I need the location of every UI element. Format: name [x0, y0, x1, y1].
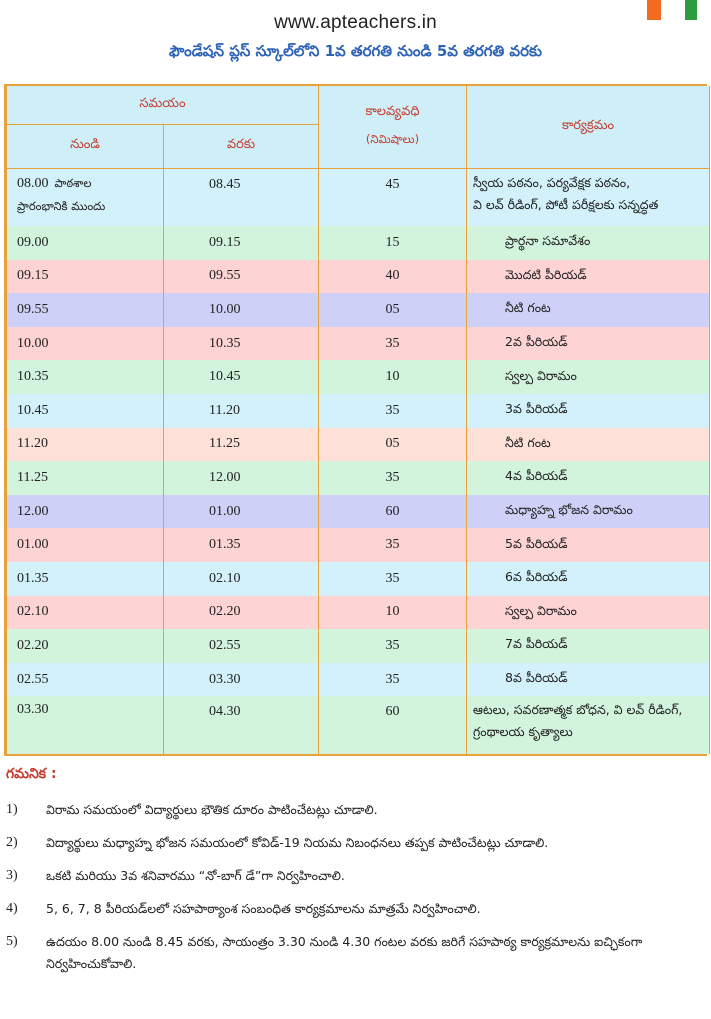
cell-duration: 35	[319, 528, 467, 562]
note-text: విద్యార్థులు మధ్యాహ్న భోజన సమయంలో కోవిడ్-19 నియమ నిబంధనలు తప్పక పాటించేటట్లు చూడాలి.	[46, 835, 549, 850]
table-row	[7, 562, 710, 596]
cell-from-line	[17, 172, 163, 195]
table-row	[7, 663, 710, 697]
cell-activity	[467, 168, 710, 226]
cell-duration: 15	[319, 226, 467, 260]
cell-from: 11.25	[7, 461, 164, 495]
cell-activity: 6వ పీరియడ్	[467, 562, 710, 596]
cell-to: 01.35	[164, 528, 319, 562]
cell-from: 02.55	[7, 663, 164, 697]
cell-duration: 05	[319, 428, 467, 462]
note-number: 3)	[6, 868, 18, 883]
cell-from: 10.00	[7, 327, 164, 361]
page-title: ఫౌండేషన్ ప్లస్ స్కూల్‌లోని 1వ తరగతి నుండి 5వ తరగతి వరకు	[169, 42, 542, 60]
cell-activity: మధ్యాహ్న భోజన విరామం	[467, 495, 710, 529]
cell-from: 03.30	[7, 696, 164, 754]
cell-activity: 5వ పీరియడ్	[467, 528, 710, 562]
cell-activity-line-2: వి లవ్ రీడింగ్, పోటీ పరీక్షలకు సన్నద్ధత	[473, 196, 659, 212]
note-text: ఉదయం 8.00 నుండి 8.45 వరకు, సాయంత్రం 3.30 నుండి 4.30 గంటల వరకు జరిగే సహపాఠ్య కార్యక్రమాలను ఐచ్ఛికంగా నిర్వహించుకోవాలి.	[46, 934, 643, 971]
cell-to: 02.55	[164, 629, 319, 663]
note-item	[6, 832, 706, 854]
header-activity: కార్యక్రమం	[467, 86, 710, 168]
cell-from-time: 08.00	[17, 175, 49, 191]
cell-to: 10.35	[164, 327, 319, 361]
cell-duration: 10	[319, 596, 467, 630]
note-text: విరామ సమయంలో విద్యార్థులు భౌతిక దూరం పాటించేటట్లు చూడాలి.	[46, 802, 378, 817]
cell-duration: 35	[319, 562, 467, 596]
cell-to: 09.55	[164, 260, 319, 294]
header-time: సమయం	[7, 86, 319, 124]
cell-duration: 35	[319, 394, 467, 428]
cell-activity: 7వ పీరియడ్	[467, 629, 710, 663]
cell-to: 10.00	[164, 293, 319, 327]
cell-from: 10.45	[7, 394, 164, 428]
note-item	[6, 799, 706, 821]
cell-activity: మొదటి పీరియడ్	[467, 260, 710, 294]
cell-from: 02.20	[7, 629, 164, 663]
table-row	[7, 596, 710, 630]
cell-duration: 60	[319, 696, 467, 754]
cell-to: 08.45	[164, 168, 319, 226]
cell-duration: 10	[319, 360, 467, 394]
cell-to: 09.15	[164, 226, 319, 260]
cell-from: 12.00	[7, 495, 164, 529]
cell-activity-line-2: గ్రంథాలయ కృత్యాలు	[473, 724, 573, 740]
cell-duration: 35	[319, 629, 467, 663]
cell-from: 09.55	[7, 293, 164, 327]
cell-activity: స్వల్ప విరామం	[467, 360, 710, 394]
note-text: ఒకటి మరియు 3వ శనివారము “నో-బాగ్ డే”గా నిర్వహించాలి.	[46, 868, 345, 883]
notes-heading: గమనిక :	[6, 766, 57, 782]
table-row	[7, 528, 710, 562]
header-from: నుండి	[7, 124, 164, 168]
note-item	[6, 898, 706, 920]
table-row	[7, 696, 710, 754]
cell-to: 01.00	[164, 495, 319, 529]
cell-duration: 45	[319, 168, 467, 226]
table-row	[7, 260, 710, 294]
cell-from-note-2: ప్రారంభానికి ముందు	[17, 198, 106, 213]
cell-duration: 35	[319, 327, 467, 361]
timetable	[4, 84, 707, 756]
table-row	[7, 327, 710, 361]
cell-to: 02.10	[164, 562, 319, 596]
table-row	[7, 461, 710, 495]
cell-duration: 40	[319, 260, 467, 294]
cell-from: 01.00	[7, 528, 164, 562]
cell-duration: 05	[319, 293, 467, 327]
cell-duration: 60	[319, 495, 467, 529]
cell-activity: 2వ పీరియడ్	[467, 327, 710, 361]
cell-from: 02.10	[7, 596, 164, 630]
cell-duration: 35	[319, 663, 467, 697]
site-url: www.apteachers.in	[274, 12, 437, 33]
note-text: 5, 6, 7, 8 పీరియడ్‌లలో సహపాఠ్యాంశ సంబంధిత కార్యక్రమాలను మాత్రమే నిర్వహించాలి.	[46, 901, 481, 916]
cell-to: 11.25	[164, 428, 319, 462]
table-row	[7, 168, 710, 226]
notes-section	[6, 766, 706, 986]
cell-activity: 8వ పీరియడ్	[467, 663, 710, 697]
cell-from	[7, 168, 164, 226]
cell-to: 11.20	[164, 394, 319, 428]
cell-from: 11.20	[7, 428, 164, 462]
notes-list	[6, 799, 706, 975]
header-to: వరకు	[164, 124, 319, 168]
cell-to: 04.30	[164, 696, 319, 754]
cell-activity: 3వ పీరియడ్	[467, 394, 710, 428]
cell-from: 09.15	[7, 260, 164, 294]
cell-activity: నీటి గంట	[467, 428, 710, 462]
cell-activity-line-1: ఆటలు, సవరణాత్మక బోధన, వి లవ్ రీడింగ్,	[473, 702, 683, 718]
cell-activity: స్వల్ప విరామం	[467, 596, 710, 630]
table-row	[7, 226, 710, 260]
note-number: 4)	[6, 901, 18, 916]
cell-duration: 35	[319, 461, 467, 495]
table-row	[7, 428, 710, 462]
cell-from-note: పాఠశాల	[54, 175, 92, 190]
header-duration-line1: కాలవ్యవధి	[365, 104, 420, 120]
cell-activity-line-1: స్వీయ పఠనం, పర్యవేక్షక పఠనం,	[473, 174, 631, 190]
cell-from: 10.35	[7, 360, 164, 394]
cell-activity	[467, 696, 710, 754]
cell-to: 12.00	[164, 461, 319, 495]
cell-to: 03.30	[164, 663, 319, 697]
cell-from: 01.35	[7, 562, 164, 596]
table-row	[7, 629, 710, 663]
note-item	[6, 931, 706, 975]
table-row	[7, 394, 710, 428]
timetable-body	[7, 168, 710, 754]
note-item	[6, 865, 706, 887]
header-duration	[319, 86, 467, 168]
cell-to: 02.20	[164, 596, 319, 630]
cell-activity: ప్రార్థనా సమావేశం	[467, 226, 710, 260]
cell-from: 09.00	[7, 226, 164, 260]
header-duration-line2: (నిమిషాలు)	[365, 132, 420, 147]
note-number: 2)	[6, 835, 18, 850]
note-number: 5)	[6, 934, 18, 949]
table-row	[7, 360, 710, 394]
table-row	[7, 495, 710, 529]
table-row	[7, 293, 710, 327]
note-number: 1)	[6, 802, 18, 817]
cell-activity: నీటి గంట	[467, 293, 710, 327]
cell-activity: 4వ పీరియడ్	[467, 461, 710, 495]
cell-to: 10.45	[164, 360, 319, 394]
